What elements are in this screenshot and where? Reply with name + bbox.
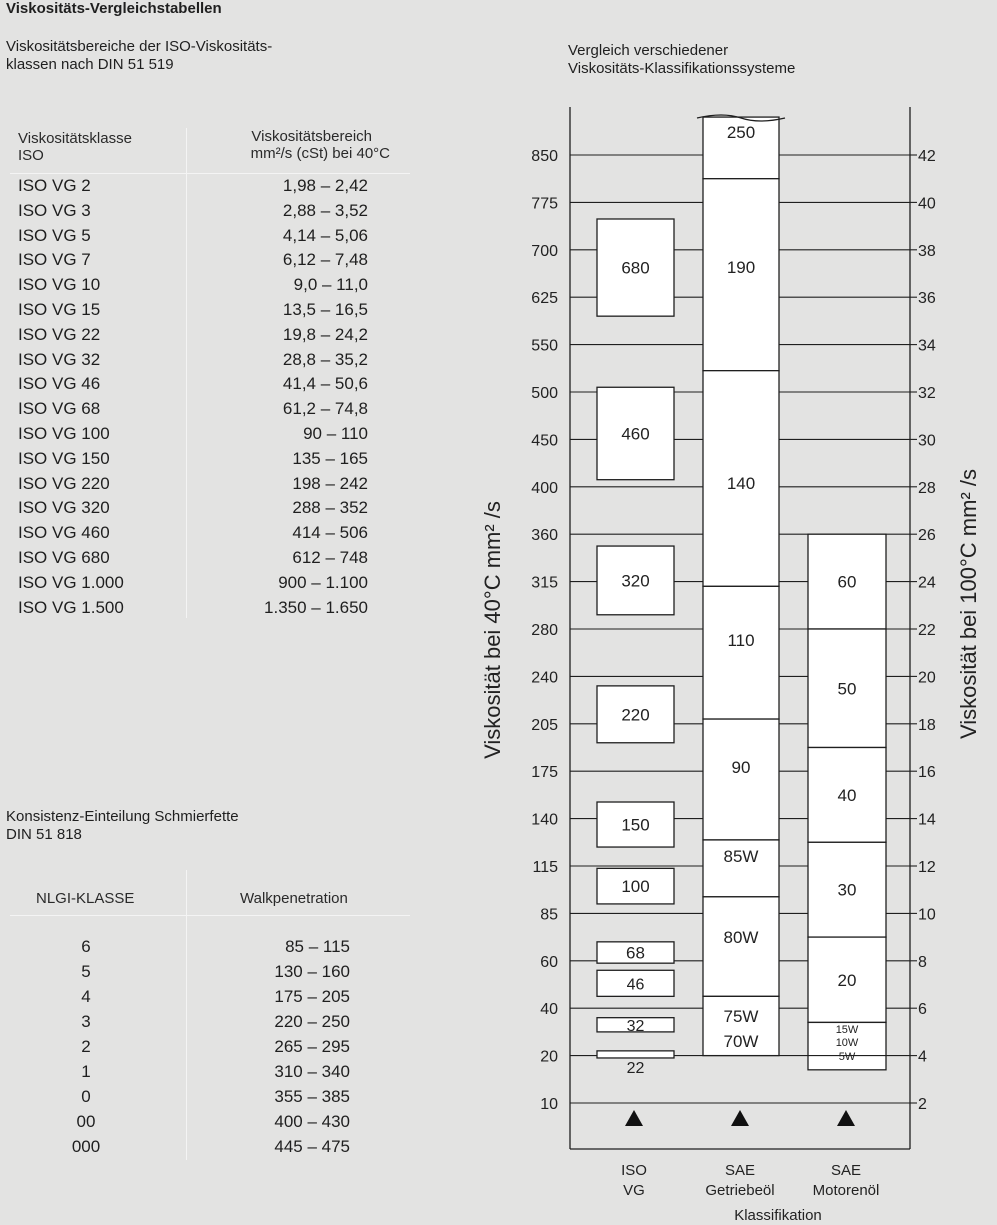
- iso-row-range: 198 – 242: [292, 473, 368, 493]
- gear-block-75w-70w: [703, 996, 779, 1055]
- iso-row-range: 4,14 – 5,06: [282, 225, 368, 245]
- triangle-up-icon: [731, 1110, 749, 1126]
- nlgi-row-class: 3: [81, 1012, 91, 1031]
- iso-block-label: 320: [621, 571, 650, 591]
- iso-row-class: ISO VG 100: [18, 424, 110, 443]
- left-tick-label: 40: [540, 1001, 558, 1019]
- right-tick-label: 24: [918, 574, 936, 592]
- iso-block-label: 150: [621, 815, 650, 835]
- right-axis-label: Viskosität bei 100°C mm² /s: [956, 468, 981, 740]
- left-tick-label: 775: [531, 195, 558, 213]
- gear-block: [703, 719, 779, 840]
- iso-row-range: 41,4 – 50,6: [282, 374, 368, 394]
- motor-block: [808, 842, 886, 937]
- iso-row-class: ISO VG 460: [18, 523, 110, 543]
- iso-row-range: 6,12 – 7,48: [282, 250, 368, 270]
- iso-row-range: 13,5 – 16,5: [282, 300, 368, 319]
- iso-row-range: 19,8 – 24,2: [282, 324, 368, 344]
- gear-block-label: 190: [726, 258, 756, 277]
- left-tick-label: 85: [540, 906, 558, 924]
- right-tick-label: 12: [918, 859, 936, 876]
- gear-block-label: 110: [727, 631, 755, 650]
- iso-row-class: ISO VG 7: [18, 250, 91, 270]
- right-tick-label: 40: [918, 195, 936, 213]
- iso-row-range: 612 – 748: [292, 548, 368, 567]
- iso-block: [597, 868, 674, 904]
- iso-row-class: ISO VG 32: [18, 349, 101, 369]
- nlgi-subtitle-line1: Konsistenz-Einteilung Schmierfette: [6, 808, 239, 825]
- iso-row-class: ISO VG 1.500: [18, 597, 124, 617]
- column-label-iso-line2: VG: [623, 1182, 645, 1199]
- left-tick-label: 700: [531, 242, 558, 260]
- left-tick-label: 850: [531, 148, 558, 165]
- iso-row-class: ISO VG 3: [18, 200, 91, 220]
- right-tick-label: 28: [918, 479, 936, 497]
- iso-block-label: 46: [626, 976, 645, 994]
- nlgi-row-class: 5: [81, 962, 91, 981]
- iso-block: [597, 1051, 674, 1077]
- column-label-gear-line2: Getriebeöl: [705, 1182, 775, 1199]
- chart-title-line1: Vergleich verschiedener: [568, 42, 729, 59]
- nlgi-row-class: 4: [81, 987, 91, 1006]
- iso-row-class: ISO VG 5: [18, 225, 91, 245]
- column-label-gear: [705, 1162, 774, 1199]
- left-tick-label: 175: [531, 764, 558, 782]
- motor-block-label: 5W: [838, 1051, 856, 1063]
- motor-block-label: 50: [837, 679, 857, 699]
- motor-block: [808, 534, 886, 629]
- left-tick-label: 500: [531, 385, 558, 402]
- iso-row-range: 28,8 – 35,2: [282, 349, 368, 369]
- motor-block: [808, 629, 886, 748]
- iso-row-class: ISO VG 680: [18, 548, 110, 567]
- left-tick-label: 315: [531, 574, 558, 592]
- motor-block-label: 20: [837, 970, 857, 990]
- right-tick-label: 38: [918, 242, 936, 260]
- iso-col1-header-line2: ISO: [18, 147, 44, 164]
- iso-block-label: 680: [621, 258, 650, 278]
- iso-block: [597, 1018, 674, 1035]
- left-tick-label: 240: [531, 669, 558, 687]
- motor-block-winter: [808, 1022, 886, 1069]
- iso-subtitle-line1: Viskositätsbereiche der ISO-Viskositäts-: [6, 38, 273, 55]
- gear-block-label: 70W: [723, 1032, 759, 1051]
- gear-block: [703, 586, 779, 719]
- gear-block-label: 250: [726, 123, 756, 142]
- left-tick-label: 400: [531, 479, 558, 497]
- right-tick-label: 4: [918, 1048, 927, 1066]
- nlgi-row-class: 1: [81, 1062, 91, 1081]
- right-tick-label: 8: [918, 953, 927, 971]
- iso-row-range: 414 – 506: [292, 523, 368, 543]
- gear-block-label: 90: [731, 758, 751, 777]
- gear-block-box: [703, 719, 779, 840]
- left-tick-label: 60: [540, 953, 558, 971]
- iso-row-class: ISO VG 68: [18, 399, 101, 419]
- iso-row-range: 61,2 – 74,8: [282, 399, 368, 419]
- nlgi-col1-header: NLGI-KLASSE: [36, 890, 135, 907]
- iso-row-range: 1,98 – 2,42: [282, 176, 368, 195]
- iso-row-class: ISO VG 22: [18, 324, 101, 344]
- iso-block-label: 68: [626, 943, 645, 963]
- gear-block: [703, 840, 779, 897]
- nlgi-col2-header: Walkpenetration: [240, 890, 348, 907]
- iso-block-box: [597, 1051, 674, 1058]
- right-tick-label: 26: [918, 527, 936, 545]
- nlgi-subtitle-line2: DIN 51 818: [6, 826, 82, 843]
- left-tick-label: 20: [540, 1048, 558, 1066]
- iso-row-class: ISO VG 2: [18, 176, 91, 195]
- nlgi-row-penetration: 265 – 295: [274, 1037, 350, 1056]
- page-title: Viskositäts-Vergleichstabellen: [6, 0, 222, 17]
- gear-block: [703, 897, 779, 997]
- iso-block: [597, 387, 674, 479]
- left-tick-label: 280: [531, 622, 558, 639]
- iso-block: [597, 970, 674, 996]
- x-axis-caption: Klassifikation: [734, 1207, 822, 1224]
- iso-block-label: 100: [621, 877, 650, 897]
- nlgi-row-class: 6: [81, 937, 91, 956]
- right-tick-label: 22: [918, 622, 936, 639]
- chart-title-line2: Viskositäts-Klassifikationssysteme: [568, 60, 796, 77]
- nlgi-row-penetration: 310 – 340: [274, 1062, 350, 1081]
- iso-block: [597, 802, 674, 847]
- column-label-motor-line2: Motorenöl: [812, 1182, 880, 1199]
- nlgi-row-class: 000: [71, 1137, 101, 1156]
- gear-block: [703, 371, 779, 587]
- left-tick-label: 140: [531, 811, 558, 829]
- column-label-gear-line1: SAE: [724, 1162, 756, 1179]
- motor-block-label: 10W: [835, 1037, 859, 1049]
- iso-row-class: ISO VG 220: [18, 473, 110, 493]
- nlgi-row-penetration: 85 – 115: [285, 937, 350, 956]
- iso-row-class: ISO VG 10: [18, 275, 101, 295]
- left-tick-label: 360: [531, 527, 558, 545]
- left-tick-label: 10: [540, 1096, 558, 1113]
- column-label-motor-line1: SAE: [830, 1162, 862, 1179]
- nlgi-row-class: 2: [81, 1037, 91, 1056]
- right-tick-label: 20: [918, 669, 936, 687]
- iso-row-range: 2,88 – 3,52: [282, 200, 368, 220]
- triangle-up-icon: [837, 1110, 855, 1126]
- iso-row-class: ISO VG 15: [18, 300, 101, 319]
- right-tick-label: 2: [918, 1096, 927, 1113]
- gear-block: [703, 179, 779, 371]
- motor-block: [808, 937, 886, 1022]
- iso-subtitle-line2: klassen nach DIN 51 519: [6, 56, 174, 73]
- iso-row-range: 9,0 – 11,0: [293, 275, 368, 295]
- motor-block-label: 60: [837, 572, 857, 592]
- left-tick-label: 450: [531, 432, 558, 450]
- nlgi-row-penetration: 355 – 385: [274, 1087, 350, 1106]
- gear-block-label: 80W: [723, 928, 759, 947]
- left-tick-label: 550: [531, 337, 558, 355]
- right-tick-label: 42: [918, 148, 936, 165]
- right-tick-label: 10: [918, 906, 936, 924]
- iso-row-range: 288 – 352: [292, 498, 368, 518]
- iso-col2-header-line1: Viskositätsbereich: [251, 128, 372, 145]
- column-label-iso: [621, 1162, 647, 1199]
- right-tick-label: 32: [918, 385, 936, 402]
- gear-block-box: [703, 586, 779, 719]
- motor-block: [808, 748, 886, 843]
- triangle-up-icon: [625, 1110, 643, 1126]
- iso-block-label: 460: [621, 424, 650, 444]
- iso-row-range: 135 – 165: [292, 448, 368, 468]
- left-tick-label: 625: [531, 290, 558, 308]
- nlgi-row-class: 0: [81, 1087, 91, 1106]
- right-tick-label: 16: [918, 764, 936, 782]
- motor-block-label: 40: [837, 785, 857, 805]
- iso-block: [597, 686, 674, 743]
- iso-col1-header-line1: Viskositätsklasse: [18, 130, 132, 147]
- right-tick-label: 18: [918, 716, 936, 734]
- gear-block-label: 85W: [723, 847, 759, 866]
- gear-block: [703, 117, 779, 179]
- left-tick-label: 205: [531, 716, 558, 734]
- right-tick-label: 6: [918, 1001, 927, 1019]
- gear-block-label: 140: [726, 474, 756, 493]
- nlgi-row-penetration: 400 – 430: [274, 1112, 350, 1131]
- nlgi-row-penetration: 175 – 205: [274, 987, 350, 1006]
- iso-row-class: ISO VG 46: [18, 374, 101, 394]
- column-label-motor: [813, 1162, 880, 1199]
- motor-block-label: 15W: [835, 1024, 859, 1036]
- right-tick-label: 36: [918, 290, 936, 308]
- column-label-iso-line1: ISO: [621, 1162, 647, 1179]
- nlgi-row-penetration: 220 – 250: [274, 1012, 350, 1031]
- iso-row-range: 90 – 110: [303, 424, 368, 443]
- iso-block: [597, 219, 674, 316]
- iso-block: [597, 546, 674, 615]
- iso-row-class: ISO VG 1.000: [18, 572, 124, 592]
- left-tick-label: 115: [532, 859, 558, 876]
- iso-block-label: 220: [621, 705, 650, 725]
- iso-row-class: ISO VG 320: [18, 498, 110, 518]
- iso-row-range: 1.350 – 1.650: [264, 597, 368, 617]
- iso-col2-header-line2: mm²/s (cSt) bei 40°C: [250, 145, 390, 162]
- left-axis-label: Viskosität bei 40°C mm² /s: [480, 501, 505, 759]
- right-tick-label: 34: [918, 337, 936, 355]
- right-tick-label: 14: [918, 811, 936, 829]
- iso-block-label: 22: [626, 1060, 645, 1077]
- iso-block-label: 32: [626, 1017, 645, 1035]
- iso-row-class: ISO VG 150: [18, 448, 110, 468]
- right-tick-label: 30: [918, 432, 936, 450]
- iso-row-range: 900 – 1.100: [278, 572, 368, 592]
- nlgi-row-penetration: 130 – 160: [274, 962, 350, 981]
- motor-block-label: 30: [837, 880, 857, 900]
- nlgi-row-class: 00: [76, 1112, 96, 1131]
- gear-block-label: 75W: [723, 1007, 759, 1026]
- iso-block: [597, 942, 674, 963]
- nlgi-row-penetration: 445 – 475: [274, 1137, 350, 1156]
